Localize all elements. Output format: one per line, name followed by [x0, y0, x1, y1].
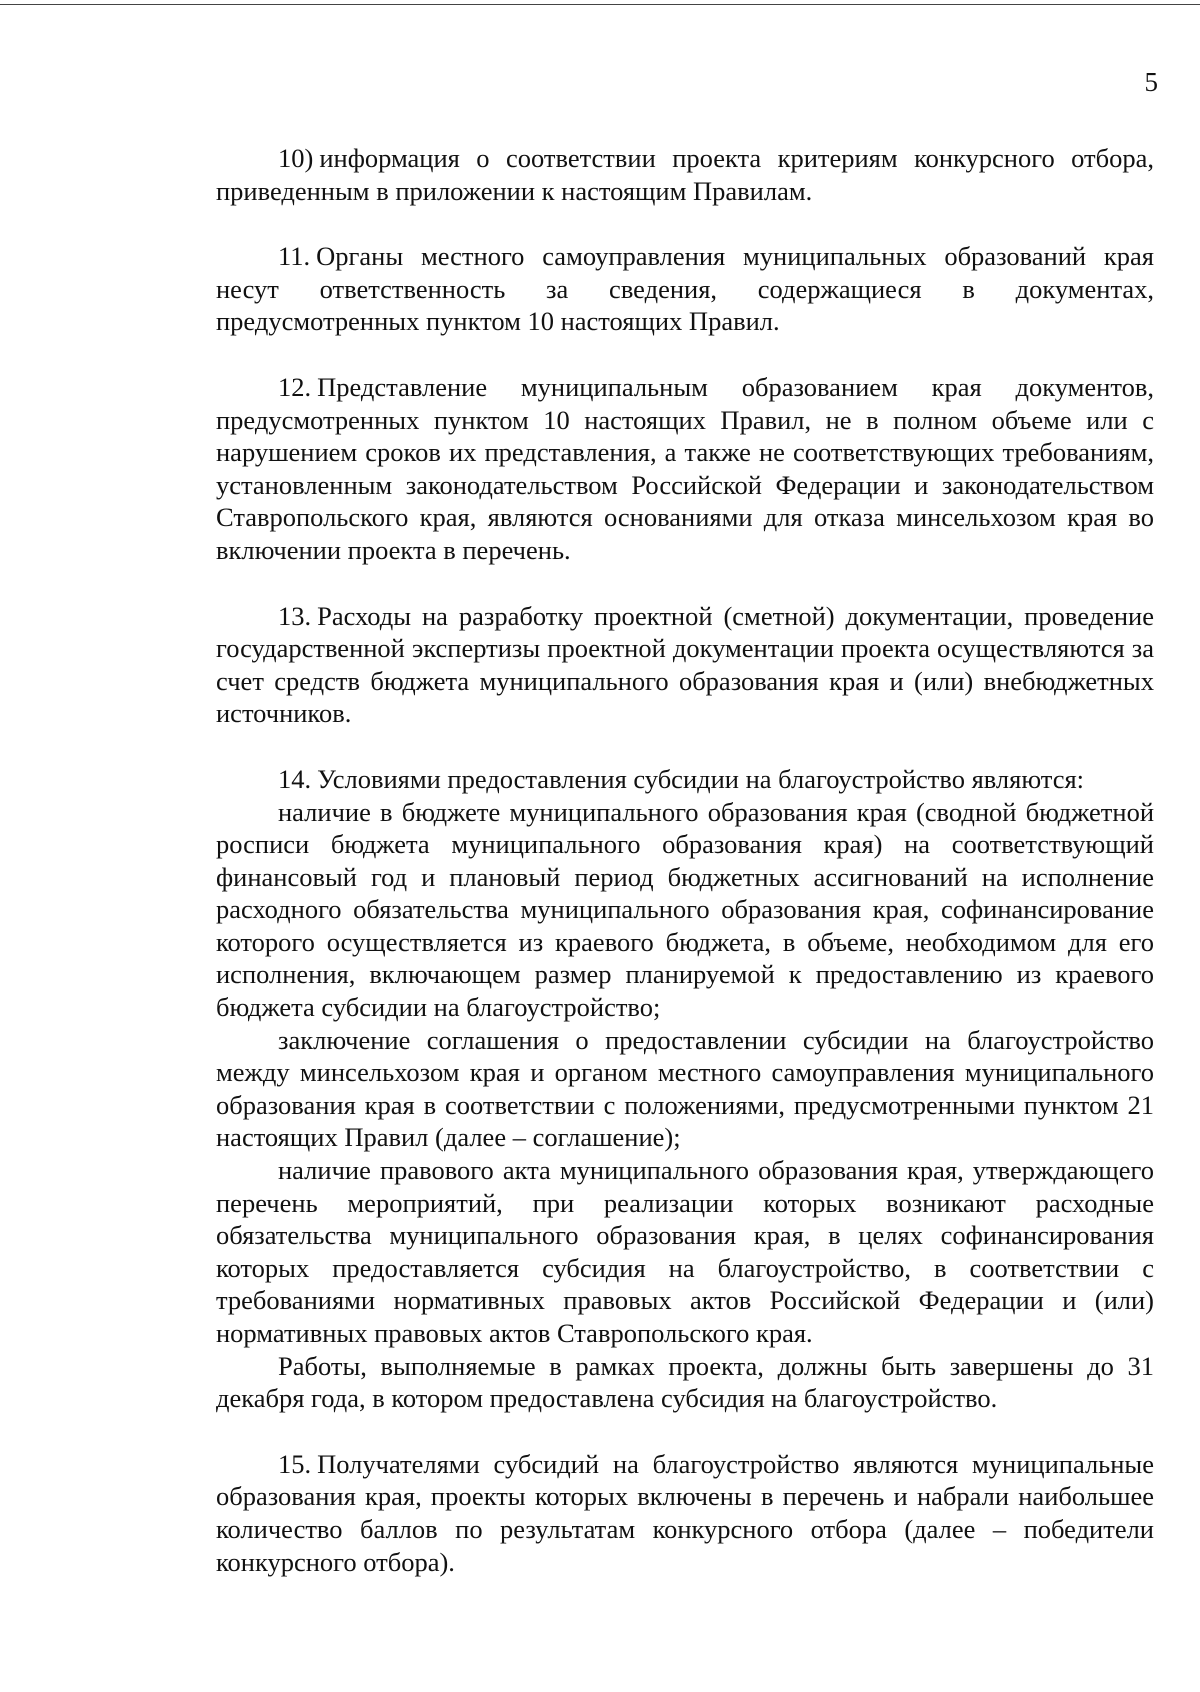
- paragraph-text: Органы местного самоуправления муниципальных образований края несут ответственность за сведения, содержащиеся в документах, предусмотренных пунктом 10 настоящих Правил.: [216, 241, 1154, 337]
- paragraph-text: Работы, выполняемые в рамках проекта, должны быть завершены до 31 декабря года, в котором предоставлена субсидия на благоустройство.: [216, 1350, 1154, 1414]
- works-deadline: [216, 1350, 1154, 1415]
- paragraph-number: 13.: [278, 600, 312, 631]
- paragraph-number: 12.: [278, 371, 312, 402]
- paragraph-text: Получателями субсидий на благоустройство являются муниципальные образования края, проекты которых включены в перечень и набрали наибольшее количество баллов по результатам конкурсного отбора (далее – победители конкурсного отбора).: [216, 1448, 1154, 1577]
- paragraph-text: заключение соглашения о предоставлении субсидии на благоустройство между минсельхозом края и органом местного самоуправления муниципального образования края в соответствии с положениями, предусмотренными пунктом 21 настоящих Правил (далее – соглашение);: [216, 1024, 1154, 1153]
- paragraph-15: [216, 1448, 1154, 1578]
- paragraph-text: наличие в бюджете муниципального образования края (сводной бюджетной росписи бюджета муниципального образования края) на соответствующий финансовый год и плановый период бюджетных ассигнований на исполнение расходного обязательства муниципального образования края, софинансирование которого осуществляется из краевого бюджета, в объеме, необходимом для его исполнения, включающем размер планируемой к предоставлению из краевого бюджета субсидии на благоустройство;: [216, 796, 1154, 1023]
- paragraph-11: [216, 240, 1154, 338]
- paragraph-14: [216, 763, 1154, 796]
- paragraph-number: 11.: [278, 241, 311, 272]
- paragraph-text: информация о соответствии проекта критериям конкурсного отбора, приведенным в приложении к настоящим Правилам.: [216, 143, 1154, 206]
- paragraph-number: 10): [278, 143, 314, 173]
- condition-agreement: [216, 1024, 1154, 1154]
- condition-legal-act: [216, 1154, 1154, 1350]
- page-number: 5: [1144, 67, 1158, 97]
- top-border-line: [0, 4, 1200, 5]
- paragraph-13: [216, 600, 1154, 730]
- paragraph-10: [216, 142, 1154, 207]
- paragraph-12: [216, 371, 1154, 567]
- condition-budget-allocation: [216, 796, 1154, 1024]
- paragraph-number: 15.: [278, 1448, 312, 1479]
- paragraph-text: Расходы на разработку проектной (сметной) документации, проведение государственной экспертизы проектной документации проекта осуществляются за счет средств бюджета муниципального образования края и (или) внебюджетных источников.: [216, 600, 1154, 729]
- document-body: [216, 142, 1154, 1578]
- paragraph-text: Представление муниципальным образованием края документов, предусмотренных пунктом 10 настоящих Правил, не в полном объеме или с нарушением сроков их представления, а также не соответствующих требованиям, установленным законодательством Российской Федерации и законодательством Ставропольского края, являются основаниями для отказа минсельхозом края во включении проекта в перечень.: [216, 371, 1154, 565]
- paragraph-text: наличие правового акта муниципального образования края, утверждающего перечень мероприятий, при реализации которых возникают расходные обязательства муниципального образования края, в целях софинансирования которых предоставляется субсидия на благоустройство, в соответствии с требованиями нормативных правовых актов Российской Федерации и (или) нормативных правовых актов Ставропольского края.: [216, 1155, 1154, 1348]
- paragraph-text: Условиями предоставления субсидии на благоустройство являются:: [317, 763, 1085, 794]
- paragraph-number: 14.: [278, 763, 312, 794]
